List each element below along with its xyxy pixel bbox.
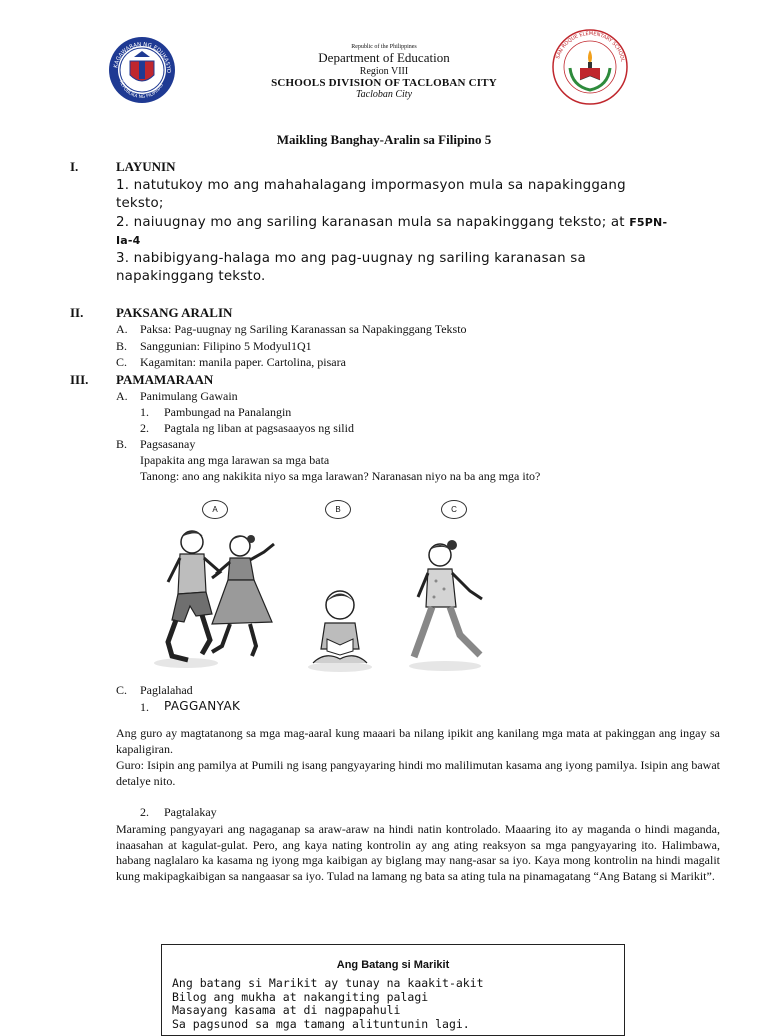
poem-line-4: Sa pagsunod sa mga tamang alituntunin lagi. xyxy=(172,1016,470,1031)
step-c1-number: 1. xyxy=(140,700,149,714)
objective-1-line-a: 1. natutukoy mo ang mahahalagang impormasyon mula sa napakinggang xyxy=(116,178,626,193)
division-line: SCHOOLS DIVISION OF TACLOBAN CITY xyxy=(271,77,497,89)
step-c2-number: 2. xyxy=(140,805,149,819)
step-a2-text: Pagtala ng liban at pagsasaayos ng silid xyxy=(164,421,354,435)
objective-2-text: 2. naiuugnay mo ang sariling karanasan mula sa napakinggang teksto; at xyxy=(116,215,625,230)
objective-3-line-a: 3. nabibigyang-halaga mo ang pag-uugnay ng sariling karanasan sa xyxy=(116,251,586,266)
school-seal xyxy=(550,28,630,106)
picture-girl-walking xyxy=(400,535,490,675)
reference-text: Sanggunian: Filipino 5 Modyul1Q1 xyxy=(140,339,312,353)
poem-line-3: Masayang kasama at di nagpapahuli xyxy=(172,1003,401,1017)
step-c-text: Paglalahad xyxy=(140,683,193,697)
step-b-line-1: Ipapakita ang mga larawan sa mga bata xyxy=(140,453,330,467)
step-a-text: Panimulang Gawain xyxy=(140,389,238,403)
region-line: Region VIII xyxy=(359,66,409,77)
step-a1-number: 1. xyxy=(140,405,149,419)
deped-seal-text xyxy=(108,31,176,110)
objective-1-line-b: teksto; xyxy=(116,196,164,211)
step-a-letter: A. xyxy=(116,389,128,403)
republic-line: Republic of the Philippines xyxy=(351,44,417,50)
section-1-heading: LAYUNIN xyxy=(116,159,176,174)
deped-seal-bottom-text: REPUBLIKA NG PILIPINAS xyxy=(117,79,165,101)
step-b-line-2: Tanong: ano ang nakikita niyo sa mga larawan? Naranasan niyo na ba ang mga ito? xyxy=(140,469,541,483)
reference-letter: B. xyxy=(116,339,128,353)
step-b-letter: B. xyxy=(116,437,128,451)
topic-letter: A. xyxy=(116,322,128,336)
section-1-number: I. xyxy=(70,159,79,174)
section-2-number: II. xyxy=(70,305,84,320)
paragraph-discussion: Maraming pangyayari ang nagaganap sa araw-araw na hindi natin kontrolado. Maaaring ito ay maganda o hindi maganda, inaasahan at kagulat-gulat. Pero, ang kaya nating kontrolin ay ang ating reaksyon sa mga pangyayaring ito. Halimbawa, habang naglalaro ka kasama ng iyong mga kaibigan ay biglang may nang-asar sa iyo. Kaya mong kontrolin na hindi magalit kung makipagkaibigan sa nangaasar sa iyo. Tulad na lamang ng bata sa ating tula na pinamagatang “Ang Batang si Marikit”. xyxy=(116,822,720,883)
paragraph-teacher-prompt: Guro: Isipin ang pamilya at Pumili ng isang pangyayaring hindi mo malilimutan kasama ang iyong pamilya. Isipin ang bawat detalye nito. xyxy=(116,758,720,788)
picture-label-a: A xyxy=(202,500,228,519)
objective-3-line-b: napakinggang teksto. xyxy=(116,269,266,284)
deped-seal-top-text: KAGAWARAN NG EDUKASYO xyxy=(113,41,172,74)
materials-letter: C. xyxy=(116,355,128,369)
paragraph-motivation: Ang guro ay magtatanong sa mga mag-aaral kung maaari ba nilang ipikit ang kanilang mga mata at pakinggan ang ingay sa kapaligiran. xyxy=(116,726,720,756)
step-a2-number: 2. xyxy=(140,421,149,435)
objective-3 xyxy=(116,250,726,286)
department-line: Department of Education xyxy=(318,50,450,65)
step-b-text: Pagsasanay xyxy=(140,437,196,451)
section-3-heading: PAMAMARAAN xyxy=(116,372,214,387)
picture-label-c: C xyxy=(441,500,467,519)
objective-2 xyxy=(116,214,736,250)
picture-boy-reading xyxy=(305,585,375,675)
materials-text: Kagamitan: manila paper. Cartolina, pisara xyxy=(140,355,346,369)
lesson-title: Maikling Banghay-Aralin sa Filipino 5 xyxy=(276,132,492,147)
step-a1-text: Pambungad na Panalangin xyxy=(164,405,292,419)
school-seal-text: SAN ROQUE ELEMENTARY SCHOOL xyxy=(555,30,626,63)
section-2-heading: PAKSANG ARALIN xyxy=(116,305,233,320)
svg-text:REPUBLIKA NG PILIPINAS xyxy=(118,80,165,100)
svg-text:KAGAWARAN NG EDUKASYON xyxy=(108,31,171,74)
section-3-number: III. xyxy=(70,372,89,387)
picture-kids-dancing xyxy=(150,522,285,677)
topic-text: Paksa: Pag-uugnay ng Sariling Karanassan sa Napakinggang Teksto xyxy=(140,322,467,336)
step-c-letter: C. xyxy=(116,683,128,697)
objective-1 xyxy=(116,177,726,213)
competency-code-a: F5PN- xyxy=(629,216,668,229)
picture-label-b: B xyxy=(325,500,351,519)
poem-box xyxy=(161,944,625,1036)
competency-code-b: Ia-4 xyxy=(116,234,141,247)
poem-title: Ang Batang si Marikit xyxy=(336,959,450,971)
city-line: Tacloban City xyxy=(355,89,413,100)
step-c1-text: PAGGANYAK xyxy=(164,699,241,713)
poem-line-1: Ang batang si Marikit ay tunay na kaakit-akit xyxy=(172,976,484,990)
step-c2-text: Pagtalakay xyxy=(164,805,217,819)
poem-line-2: Bilog ang mukha at nakangiting palagi xyxy=(172,989,429,1004)
